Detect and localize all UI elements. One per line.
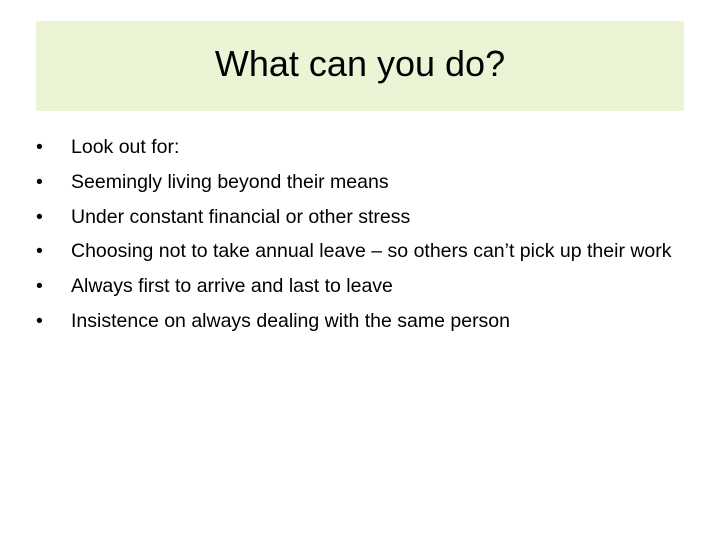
bullet-text: Look out for:: [71, 136, 180, 158]
bullet-text: Always first to arrive and last to leave: [71, 275, 393, 297]
bullet-item: [36, 166, 676, 198]
bullet-text: Seemingly living beyond their means: [71, 171, 389, 193]
title-band: [36, 21, 684, 111]
bullet-item: [36, 305, 676, 337]
bullet-icon: •: [36, 240, 43, 262]
bullet-icon: •: [36, 136, 43, 158]
bullet-list: [36, 131, 676, 340]
bullet-icon: •: [36, 275, 43, 297]
bullet-text: Insistence on always dealing with the same person: [71, 310, 510, 332]
bullet-item: [36, 236, 676, 267]
bullet-icon: •: [36, 171, 43, 193]
bullet-item: [36, 201, 676, 233]
bullet-icon: •: [36, 206, 43, 228]
bullet-text: Under constant financial or other stress: [71, 206, 411, 228]
bullet-icon: •: [36, 310, 43, 332]
bullet-text: Choosing not to take annual leave – so others can’t pick up their work: [71, 240, 672, 262]
bullet-item: [36, 270, 676, 302]
slide-title: What can you do?: [214, 43, 506, 84]
bullet-item: [36, 131, 676, 163]
